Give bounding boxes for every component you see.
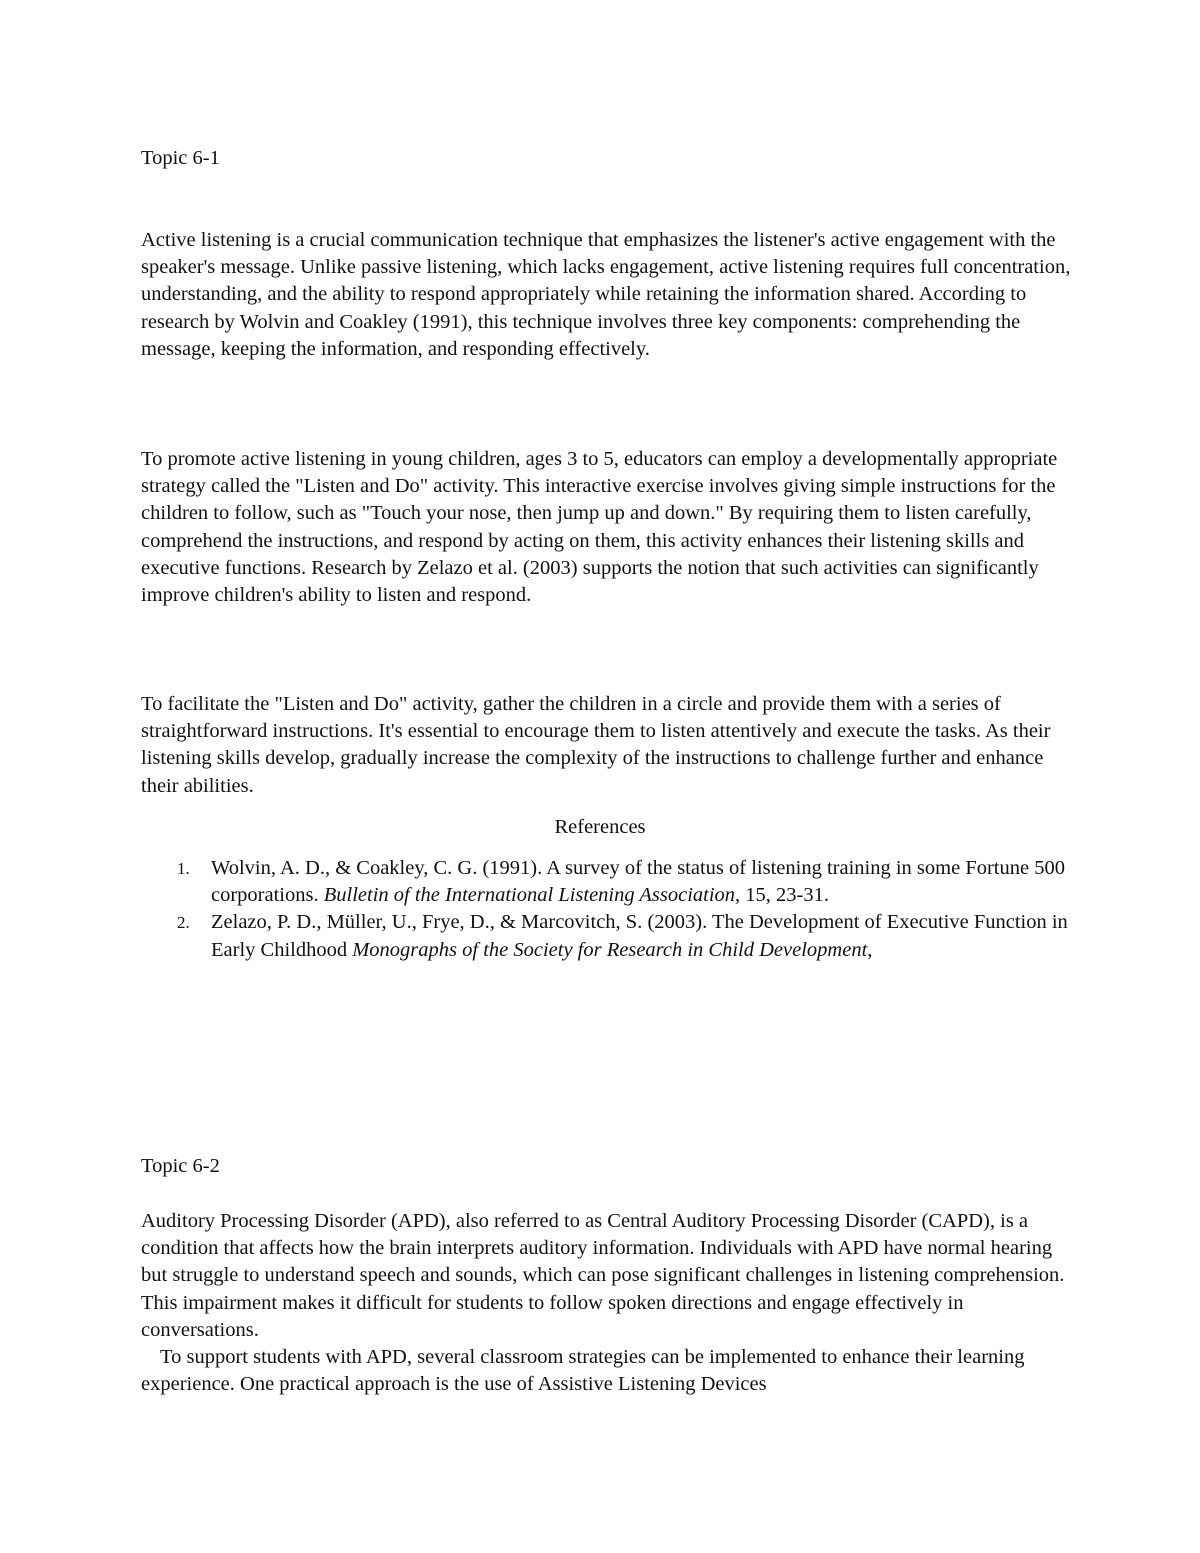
reference-number: 1. (177, 859, 190, 878)
reference-number: 2. (177, 913, 190, 933)
topic-6-1-paragraph-2: To promote active listening in young children, ages 3 to 5, educators can employ a developmentally appropriate strategy called the "Listen and Do" activity. This interactive exercise involves giving simple instructions for the children to follow, such as "Touch your nose, then jump up and down." By requiring them to listen carefully, comprehend the instructions, and respond by acting on them, this activity enhances their listening skills and executive functions. Research by Zelazo et al. (2003) supports the notion that such activities can significantly improve children's ability to listen and respond. (141, 448, 1058, 607)
references-list (141, 855, 1071, 964)
topic-6-1-paragraph-3: To facilitate the "Listen and Do" activity, gather the children in a circle and provide them with a series of straightforward instructions. It's essential to encourage them to listen attentively and execute the tasks. As their listening skills develop, gradually increase the complexity of the instructions to challenge further and enhance their abilities. (141, 693, 1051, 797)
topic-6-1-paragraph-1: Active listening is a crucial communication technique that emphasizes the listener's active engagement with the speaker's message. Unlike passive listening, which lacks engagement, active listening requires full concentration, understanding, and the ability to respond appropriately while retaining the information shared. According to research by Wolvin and Coakley (1991), this technique involves three key components: comprehending the message, keeping the information, and responding effectively. (141, 229, 1071, 360)
reference-citation: , (867, 938, 873, 961)
reference-journal: Monographs of the Society for Research in Child Development (352, 938, 868, 961)
reference-item (141, 855, 1071, 909)
reference-journal: Bulletin of the International Listening Association (323, 884, 736, 907)
topic-6-2-paragraph-1: Auditory Processing Disorder (APD), also referred to as Central Auditory Processing Disorder (CAPD), is a condition that affects how the brain interprets auditory information. Individuals with APD have normal hearing but struggle to understand speech and sounds, which can pose significant challenges in listening comprehension. This impairment makes it difficult for students to follow spoken directions and engage effectively in conversations. (141, 1210, 1065, 1341)
references-title: References (554, 816, 646, 838)
reference-text: Wolvin, A. D., & Coakley, C. G. (1991). A survey of the status of listening training in some Fortune 500 corporations. (211, 857, 1065, 907)
topic-6-2-paragraph-2: To support students with APD, several classroom strategies can be implemented to enhance their learning experience. One practical approach is the use of Assistive Listening Devices (141, 1346, 1025, 1396)
topic-6-2-heading: Topic 6-2 (141, 1155, 220, 1177)
reference-text: Zelazo, P. D., Müller, U., Frye, D., & Marcovitch, S. (2003). The Development of Executive Function in Early Childhood (211, 911, 1068, 961)
reference-item (141, 909, 1071, 963)
topic-6-1-heading: Topic 6-1 (141, 147, 220, 169)
reference-citation: , 15, 23-31. (735, 884, 829, 907)
